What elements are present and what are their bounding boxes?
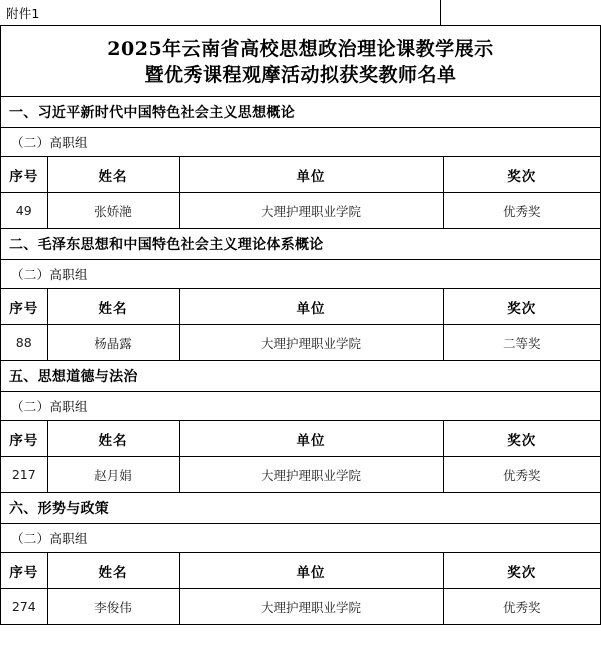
table-row xyxy=(1,457,600,493)
award-block xyxy=(1,97,600,229)
header-unit: 单位 xyxy=(179,289,443,325)
header-prize: 奖次 xyxy=(443,421,600,457)
title-line-2: 暨优秀课程观摩活动拟获奖教师名单 xyxy=(144,64,457,86)
attachment-label-cell xyxy=(0,0,441,25)
cell-no: 217 xyxy=(1,457,47,493)
title-line-1: 2025年云南省高校思想政治理论课教学展示 xyxy=(107,38,494,60)
group-heading: （二）高职组 xyxy=(1,260,600,289)
table-row xyxy=(1,193,600,229)
table-header-row xyxy=(1,421,600,457)
cell-name: 杨晶露 xyxy=(47,325,179,361)
header-no: 序号 xyxy=(1,553,47,589)
award-block xyxy=(1,361,600,493)
attachment-label: 附件1 xyxy=(6,5,40,21)
header-unit: 单位 xyxy=(179,421,443,457)
header-unit: 单位 xyxy=(179,157,443,193)
header-name: 姓名 xyxy=(47,157,179,193)
cell-unit: 大理护理职业学院 xyxy=(179,457,443,493)
group-heading: （二）高职组 xyxy=(1,524,600,553)
section-heading: 五、思想道德与法治 xyxy=(1,361,600,392)
table-row xyxy=(1,325,600,361)
award-block xyxy=(1,229,600,361)
attachment-row xyxy=(0,0,601,26)
cell-unit: 大理护理职业学院 xyxy=(179,325,443,361)
table-header-row xyxy=(1,553,600,589)
awards-table xyxy=(1,421,600,493)
award-block xyxy=(1,493,600,624)
section-heading: 六、形势与政策 xyxy=(1,493,600,524)
document-frame xyxy=(0,26,601,625)
cell-prize: 优秀奖 xyxy=(502,599,541,615)
header-no: 序号 xyxy=(1,157,47,193)
header-no: 序号 xyxy=(1,421,47,457)
table-header-row xyxy=(1,157,600,193)
awards-table xyxy=(1,553,600,624)
cell-unit: 大理护理职业学院 xyxy=(179,193,443,229)
awards-table xyxy=(1,289,600,361)
cell-no: 88 xyxy=(1,325,47,361)
header-no: 序号 xyxy=(1,289,47,325)
header-name: 姓名 xyxy=(47,289,179,325)
section-heading: 一、习近平新时代中国特色社会主义思想概论 xyxy=(1,97,600,128)
attachment-blank-cell xyxy=(441,0,601,25)
section-heading: 二、毛泽东思想和中国特色社会主义理论体系概论 xyxy=(1,229,600,260)
group-heading: （二）高职组 xyxy=(1,128,600,157)
header-unit: 单位 xyxy=(179,553,443,589)
cell-prize: 二等奖 xyxy=(443,325,600,361)
cell-no: 49 xyxy=(1,193,47,229)
cell-name: 李俊伟 xyxy=(47,589,179,625)
cell-prize: 优秀奖 xyxy=(443,193,600,229)
cell-unit: 大理护理职业学院 xyxy=(179,589,443,625)
cell-no: 274 xyxy=(1,589,47,625)
table-header-row xyxy=(1,289,600,325)
header-name: 姓名 xyxy=(47,553,179,589)
header-prize: 奖次 xyxy=(443,157,600,193)
cell-name: 赵月娟 xyxy=(47,457,179,493)
awards-table xyxy=(1,157,600,229)
group-heading: （二）高职组 xyxy=(1,392,600,421)
table-row xyxy=(1,589,600,625)
cell-name: 张娇滟 xyxy=(47,193,179,229)
header-name: 姓名 xyxy=(47,421,179,457)
header-prize: 奖次 xyxy=(443,553,600,589)
cell-prize: 优秀奖 xyxy=(443,457,600,493)
document-title xyxy=(1,26,600,97)
header-prize: 奖次 xyxy=(443,289,600,325)
